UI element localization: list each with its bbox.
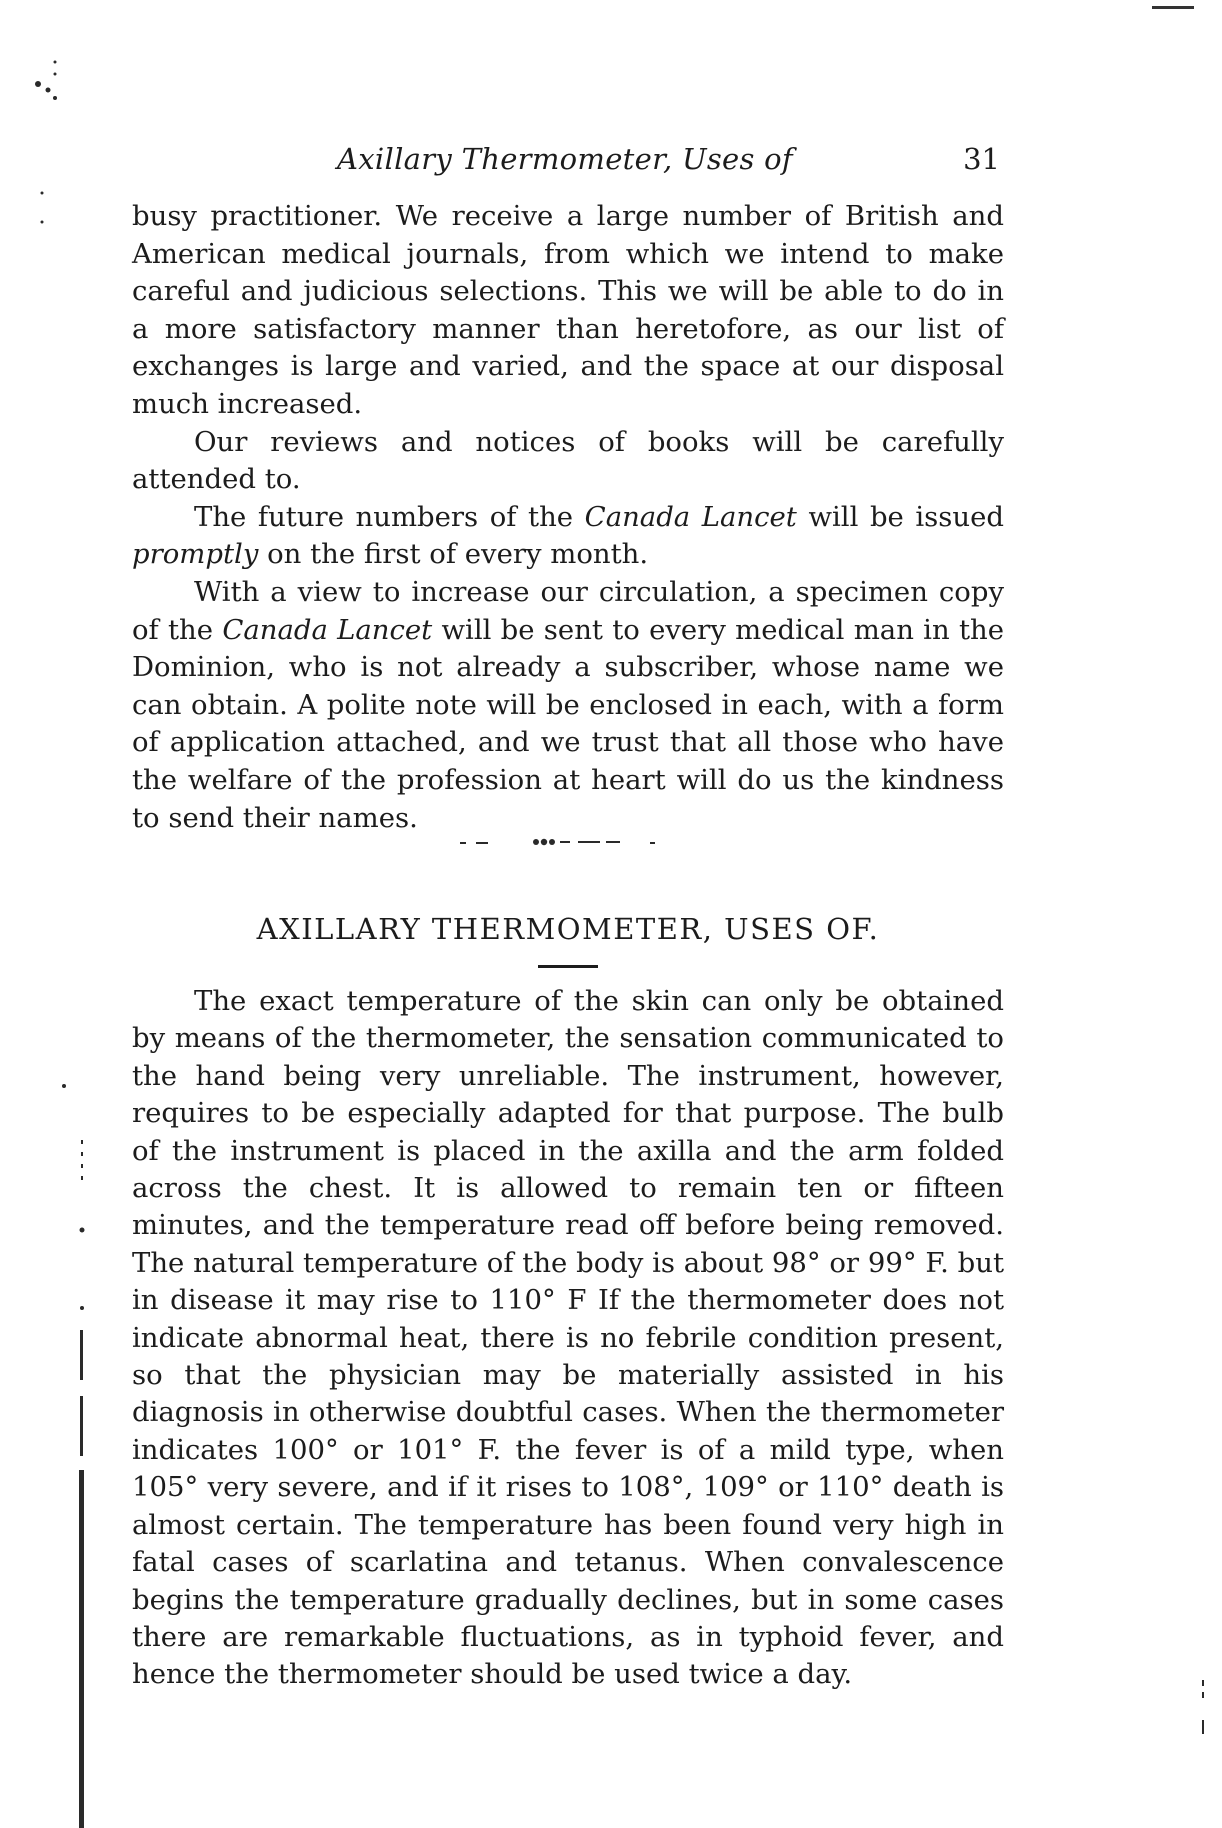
section-divider-ornament: [460, 834, 700, 848]
paragraph-text: With a view to increase our circulation, a specimen copy of the: [132, 575, 1004, 646]
article-title: AXILLARY THERMOMETER, USES OF.: [256, 912, 880, 946]
binding-edge-marks: [0, 0, 110, 1828]
paragraph: [132, 424, 1004, 499]
journal-name: Canada Lancet: [222, 613, 433, 646]
paragraph-text: will be issued: [796, 500, 1004, 533]
paragraph: [132, 198, 1004, 424]
article-body: [132, 983, 1004, 1694]
title-rule: [538, 965, 598, 968]
page-number: 31: [963, 142, 1000, 176]
right-edge-marks: [1182, 1600, 1222, 1750]
paragraph-text: will be sent to every medical man in the Dominion, who is not already a subscriber, whose name we can obtain. A polite note will be enclosed in each, with a form of application attached, and we trust that all those who have the welfare of the profession at heart will do us the kindness to send their names.: [132, 613, 1004, 834]
paragraph: [132, 499, 1004, 574]
paragraph: [132, 983, 1004, 1694]
paragraph-text: The exact temperature of the skin can only be obtained by means of the thermometer, the sensation communicated to the hand being very unreliable. The instrument, however, requires to be especially adapted for that purpose. The bulb of the instrument is placed in the axilla and the arm folded across the chest. It is allowed to remain ten or fifteen minutes, and the temperature read off before being removed. The natural temperature of the body is about 98° or 99° F. but in disease it may rise to 110° F If the thermometer does not indicate abnormal heat, there is no febrile condition present, so that the physician may be materially assisted in his diagnosis in otherwise doubtful cases. When the thermometer indicates 100° or 101° F. the fever is of a mild type, when 105° very severe, and if it rises to 108°, 109° or 110° death is almost certain. The temperature has been found very high in fatal cases of scarlatina and tetanus. When convalescence begins the temperature gradually declines, but in some cases there are remarkable fluctuations, as in typhoid fever, and hence the thermometer should be used twice a day.: [132, 985, 1004, 1691]
paragraph: [132, 574, 1004, 837]
continued-editorial-text: [132, 198, 1004, 837]
paragraph-text: on the first of every month.: [258, 538, 649, 571]
journal-name: Canada Lancet: [584, 500, 797, 533]
scan-edge-mark: [1152, 6, 1194, 9]
paragraph-text: busy practitioner. We receive a large number of British and American medical journals, from which we intend to make careful and judicious selections. This we will be able to do in a more satisfactory manner than heretofore, as our list of exchanges is large and varied, and the space at our disposal much increased.: [132, 200, 1004, 420]
paragraph-text: The future numbers of the: [194, 500, 585, 533]
paragraph-text: Our reviews and notices of books will be carefully attended to.: [132, 425, 1004, 496]
emphasis: promptly: [132, 538, 259, 571]
running-header: [130, 142, 1000, 182]
running-title: Axillary Thermometer, Uses of: [337, 142, 793, 176]
